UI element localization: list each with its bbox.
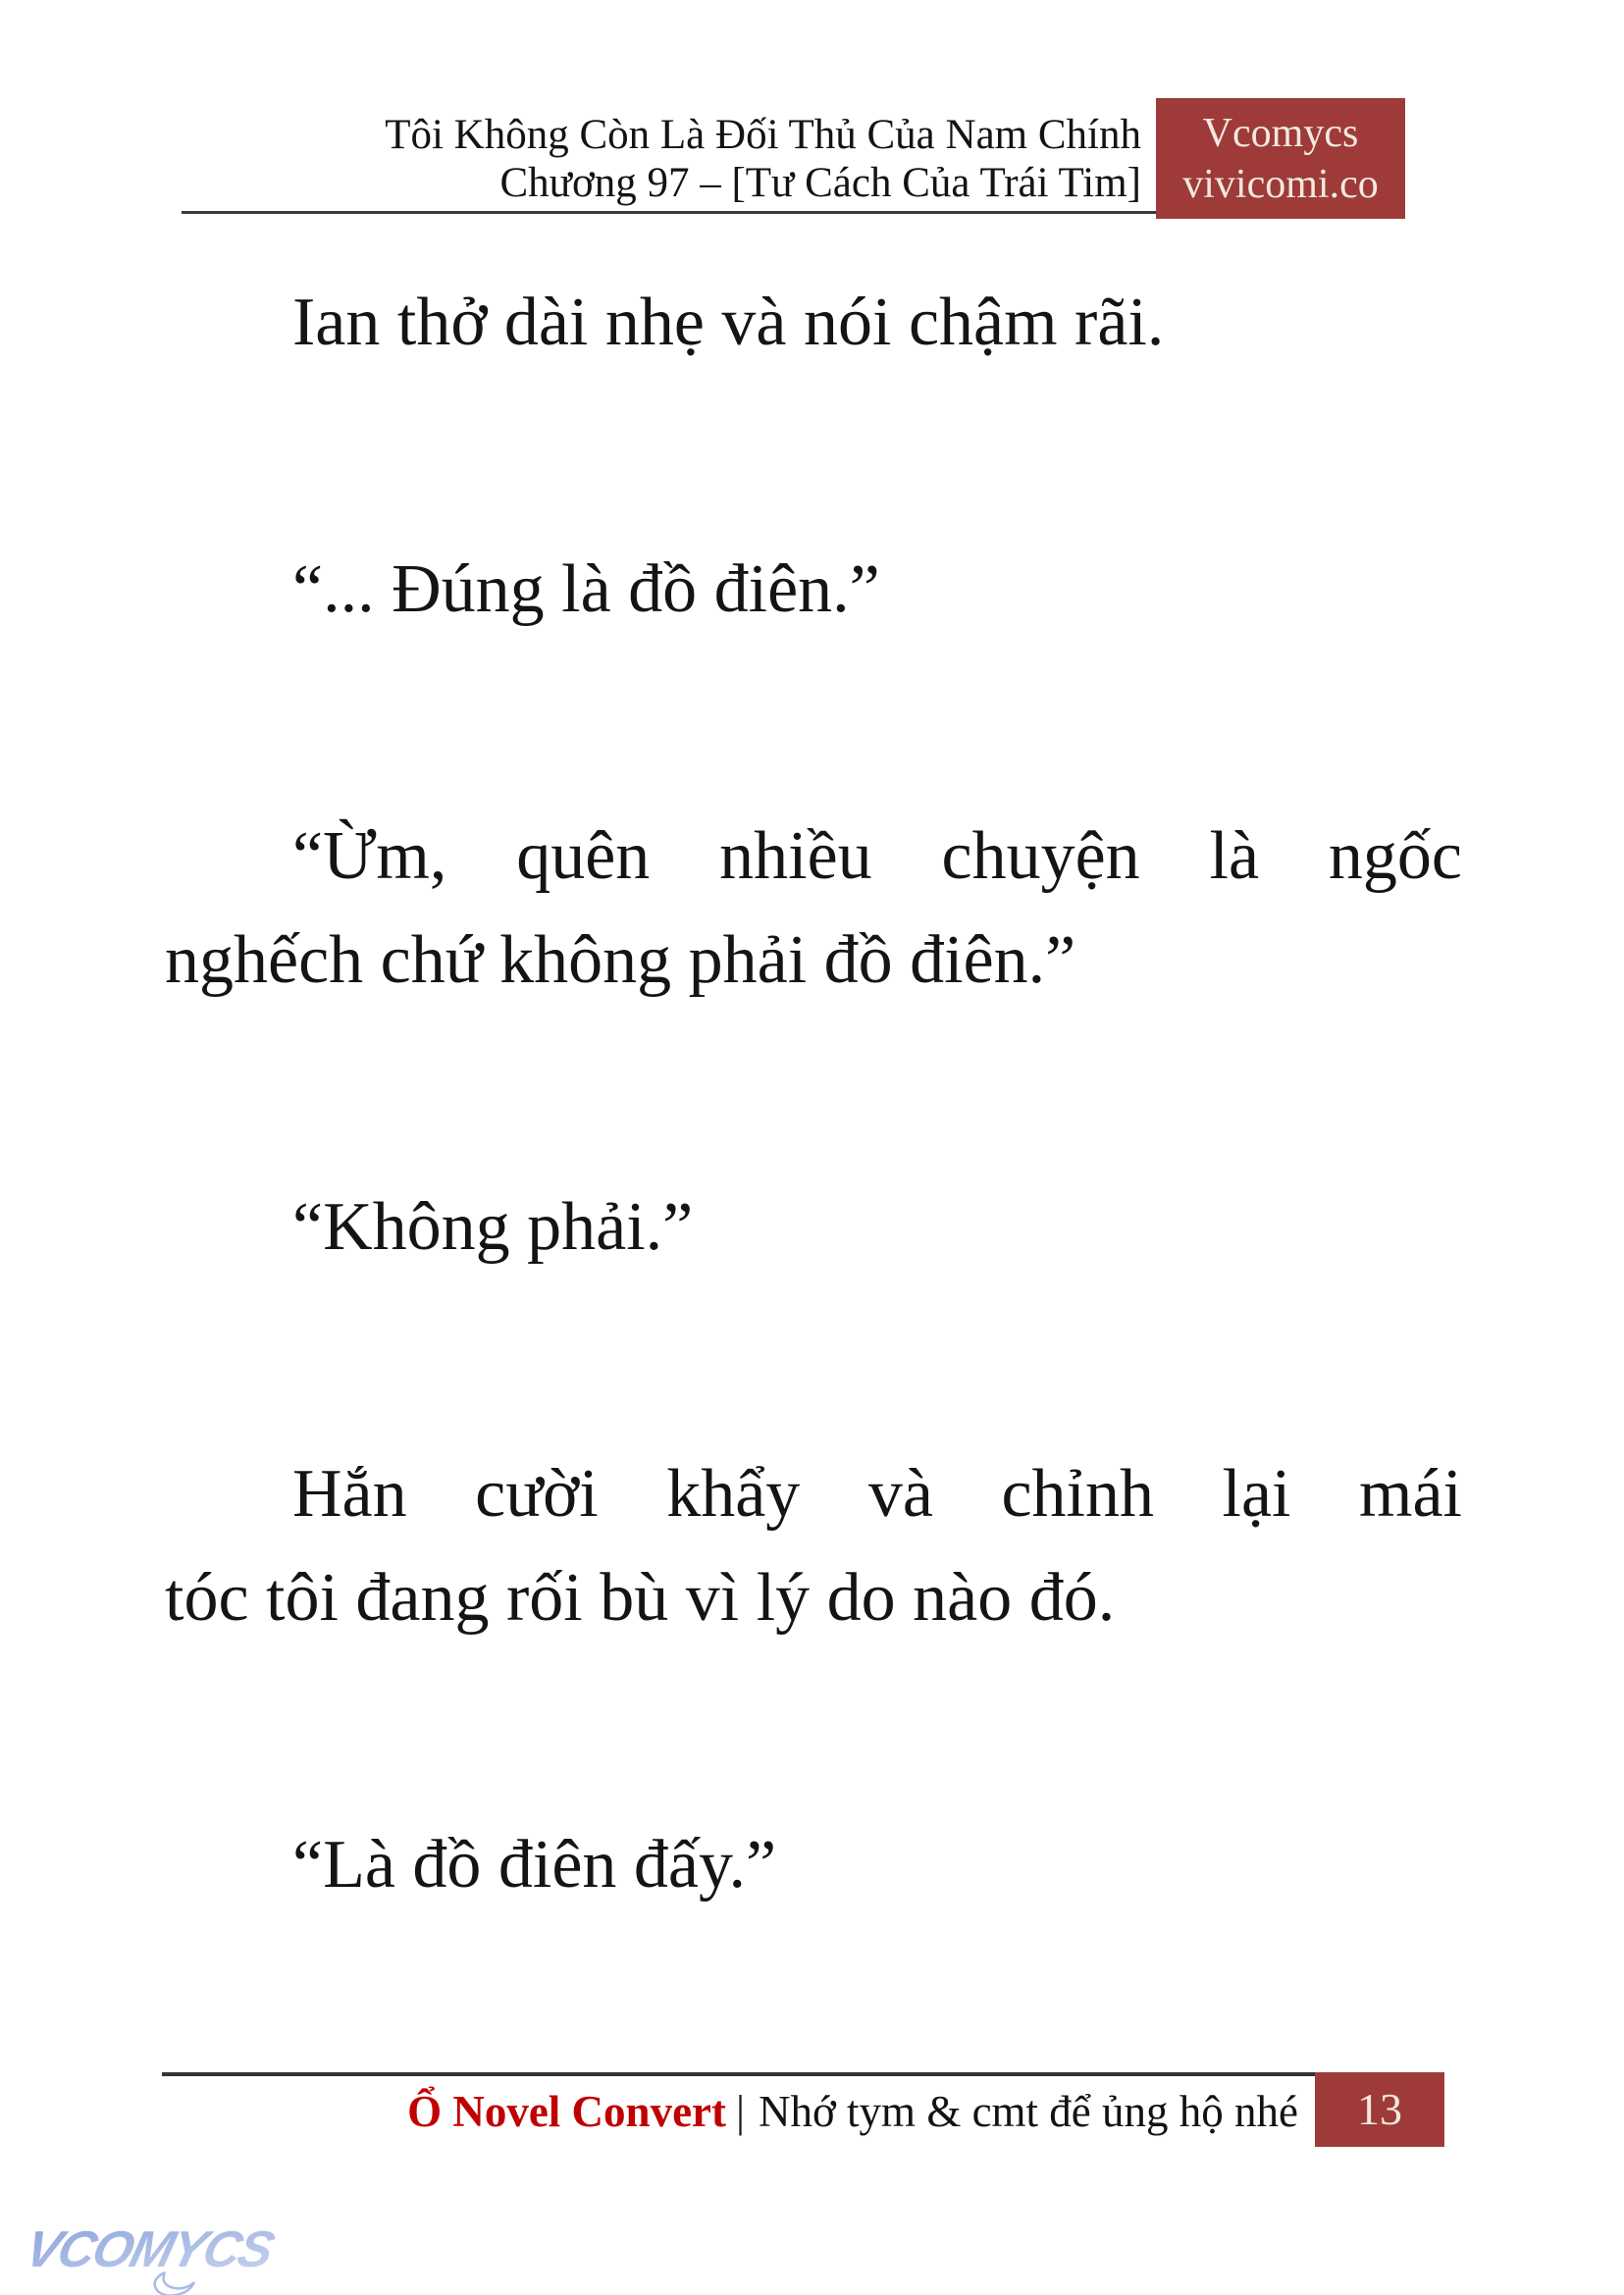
footer-separator: | [736,2087,746,2136]
brand-name: Vcomycs [1202,111,1359,156]
paragraph-line: “Không phải.” [292,1189,694,1265]
story-paragraph [165,1175,1462,1279]
paragraph-line: Hắn cười khẩy và chỉnh lại mái [292,1456,1462,1532]
paragraph-line: “Là đồ điên đấy.” [292,1827,777,1903]
footer-note: Nhớ tym & cmt để ủng hộ nhé [759,2087,1298,2136]
page-number-badge [1315,2072,1444,2147]
paragraph-line: “Ừm, quên nhiều chuyện là ngốc [292,818,1462,894]
header-divider [182,211,1156,214]
story-body [165,271,1462,1917]
paragraph-line: tóc tôi đang rối bù vì lý do nào đó. [165,1560,1116,1636]
story-paragraph [165,1442,1462,1650]
footer-divider [162,2072,1315,2076]
story-paragraph [165,805,1462,1013]
paragraph-line: Ian thở dài nhẹ và nói chậm rãi. [292,285,1165,360]
vcomycs-logo-svg [18,2200,283,2295]
paragraph-line: “... Đúng là đồ điên.” [292,551,880,627]
story-paragraph [165,538,1462,642]
vcomycs-watermark-logo [18,2200,283,2295]
story-paragraph [165,1813,1462,1917]
footer-bar [407,2082,1298,2141]
brand-url: vivicomi.co [1182,162,1379,207]
chapter-subtitle: Chương 97 – [Tư Cách Của Trái Tim] [499,160,1141,206]
credit-label: Ổ Novel Convert [407,2087,726,2136]
story-title: Tôi Không Còn Là Đối Thủ Của Nam Chính [385,112,1141,158]
page-header [385,111,1141,207]
paragraph-line: nghếch chứ không phải đồ điên.” [165,922,1076,998]
story-paragraph [165,271,1462,375]
svg-text:VCOMYCS: VCOMYCS [20,2220,279,2278]
brand-box [1156,98,1405,219]
page-number: 13 [1357,2084,1402,2134]
